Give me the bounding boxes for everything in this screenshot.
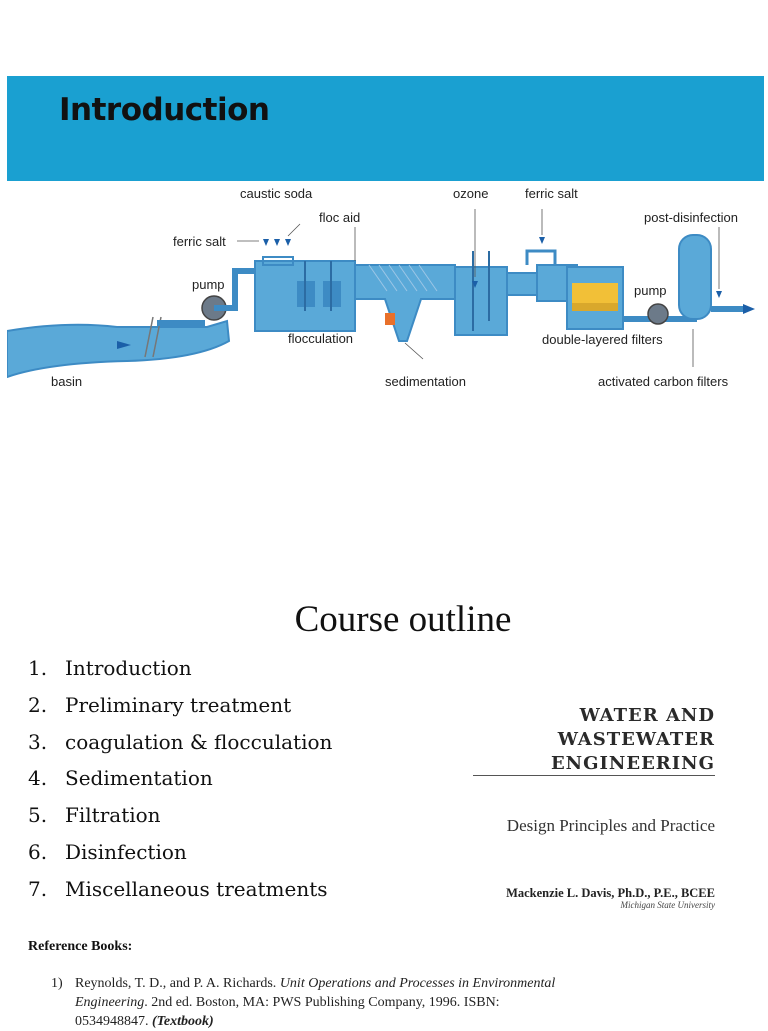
outline-number: 5. [28,803,48,828]
outline-number: 6. [28,839,48,864]
book-author: Mackenzie L. Davis, Ph.D., P.E., BCEE [506,886,715,900]
outline-item [28,762,332,799]
label-ferric-salt-right: ferric salt [525,186,578,201]
outline-label: Preliminary treatment [65,692,292,717]
outline-label: Introduction [65,656,192,680]
basin-shape [7,321,229,377]
label-caustic-soda: caustic soda [240,186,313,201]
outline-label: Miscellaneous treatments [65,876,328,901]
outline-item [28,799,332,836]
outline-number: 1. [28,656,48,680]
course-outline-list [28,652,332,910]
outline-item [28,689,332,726]
outline-item [28,652,332,689]
label-floc-aid: floc aid [319,210,361,225]
label-pump-left: pump [192,277,225,292]
reference-number: 1) [51,976,63,991]
sedimentation-tank [355,265,455,341]
label-basin: basin [51,374,83,389]
outline-number: 7. [28,876,48,901]
outline-item [28,726,332,763]
reference-tag: (Textbook) [152,1014,214,1029]
reference-title: Unit Operations and Processes in Environmental Engineering [75,976,556,1010]
label-double-layered-filters: double-layered filters [542,332,663,347]
disinfection-tank [679,235,711,319]
outflow-arrow [743,304,755,314]
reference-heading: Reference Books: [28,939,133,954]
book-divider [473,775,715,776]
label-activated-carbon-filters: activated carbon filters [598,374,729,389]
reference-publication: . 2nd ed. Boston, MA: PWS Publishing Company, 1996. ISBN: 0534948847. [75,995,500,1029]
label-ferric-salt-left: ferric salt [173,234,226,249]
outline-label: coagulation & flocculation [65,729,333,754]
outline-label: Disinfection [65,839,187,864]
sand-layer [572,283,618,303]
slide-title: Introduction [59,92,270,128]
outline-number: 2. [28,692,48,717]
course-outline-title: Course outline [294,599,512,640]
water-treatment-diagram [7,181,764,399]
label-post-disinfection: post-disinfection [644,210,738,225]
label-sedimentation: sedimentation [385,374,466,389]
outline-number: 3. [28,729,48,754]
book-cover-title [551,704,715,776]
intro-slide [7,76,764,399]
book-title-line: ENGINEERING [550,753,715,774]
label-flocculation: flocculation [288,331,354,346]
sludge-marker [385,313,395,325]
book-title-line: WASTEWATER [557,729,715,750]
reference-text [75,974,575,1031]
reference-authors: Reynolds, T. D., and P. A. Richards. [75,976,277,991]
book-subtitle: Design Principles and Practice [506,816,715,835]
label-pump-right: pump [634,283,667,298]
pump-right-icon [648,304,668,324]
outline-item [28,836,332,873]
ozone-tank [455,267,507,335]
book-affiliation: Michigan State University [620,900,715,910]
label-ozone: ozone [453,186,489,201]
book-title-line: WATER AND [579,705,715,726]
outline-label: Filtration [65,803,161,828]
outline-label: Sedimentation [65,766,213,791]
outline-number: 4. [28,766,48,791]
outline-item [28,873,332,910]
